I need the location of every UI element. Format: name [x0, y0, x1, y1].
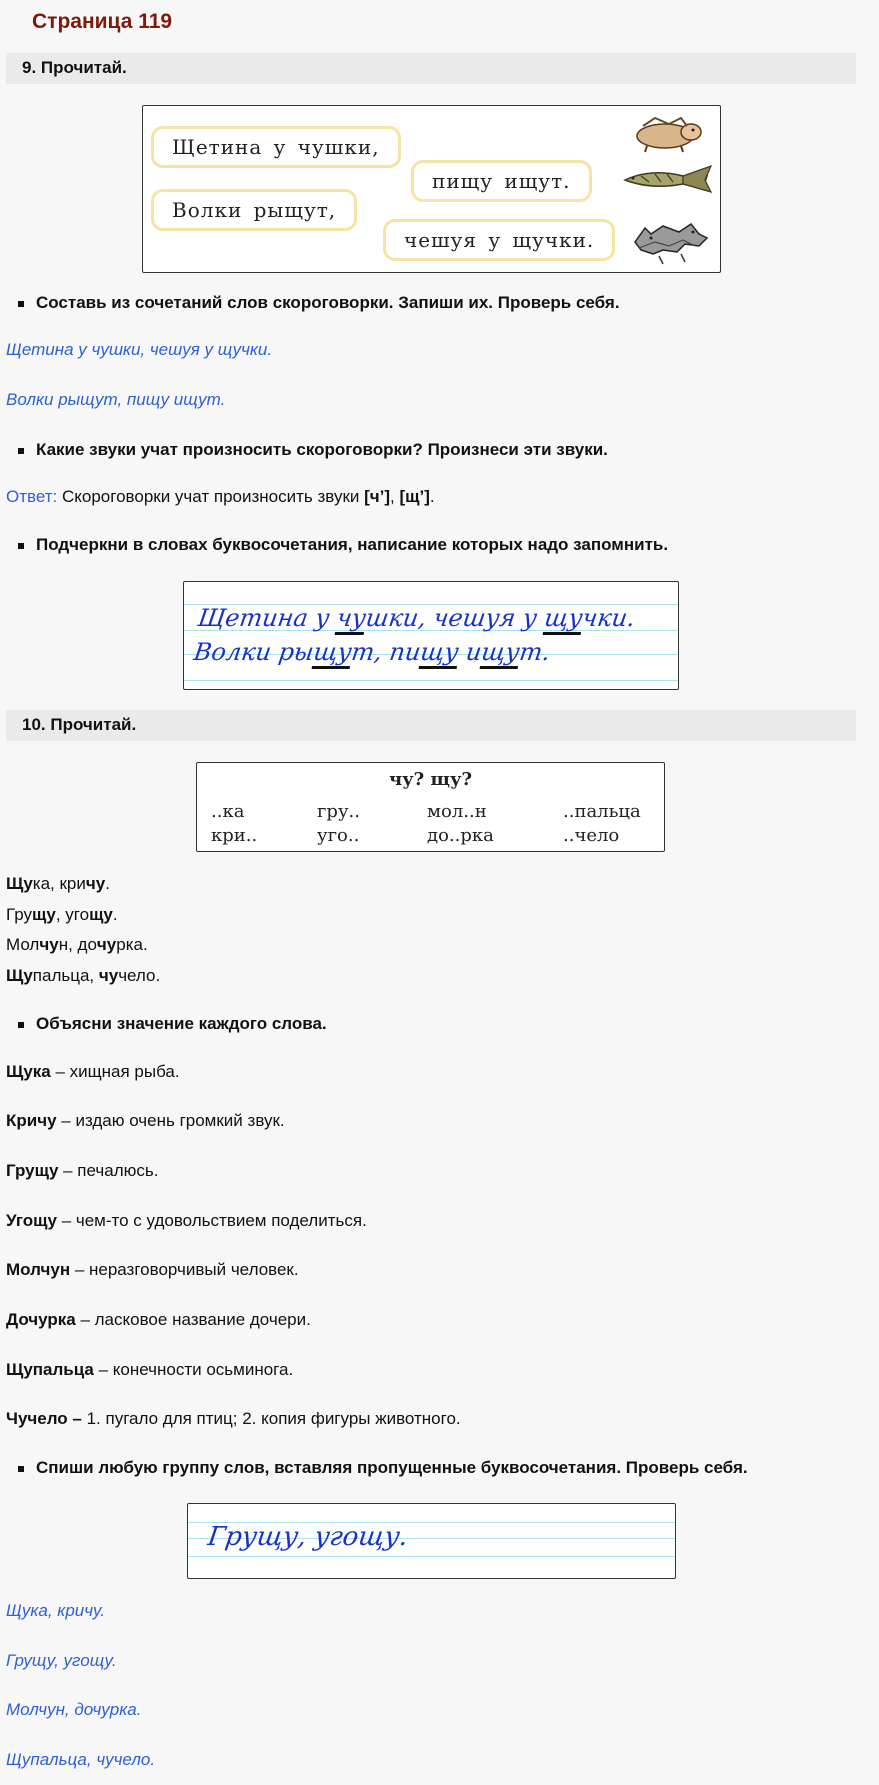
exercise-9-header	[6, 53, 856, 84]
table-cell: ..чело	[563, 825, 620, 846]
letter-combination-table	[196, 762, 665, 852]
answer-group-3: Молчун, дочурка.	[6, 1700, 142, 1719]
answer-group-1: Щука, кричу.	[6, 1601, 106, 1620]
tongue-twister-picture	[142, 105, 721, 273]
definition-1: Щука – хищная рыба.	[6, 1062, 180, 1081]
task-make-twisters: Составь из сочетаний слов скороговорки. Запиши их. Проверь себя.	[18, 293, 620, 313]
page-title: Страница 119	[32, 10, 173, 33]
answer-twister-1: Щетина у чушки, чешуя у щучки.	[6, 340, 273, 359]
definition-3: Грущу – печалюсь.	[6, 1161, 159, 1180]
pig-icon	[625, 112, 707, 154]
task-copy-words: Спиши любую группу слов, вставляя пропущенные буквосочетания. Проверь себя.	[18, 1458, 748, 1478]
wolves-icon	[629, 212, 711, 266]
table-cell: уго..	[317, 825, 360, 846]
handwriting-line-1: Щетина у чушки, чешуя у щучки.	[196, 604, 637, 632]
task-underline: Подчеркни в словах буквосочетания, написание которых надо запомнить.	[18, 535, 668, 555]
handwriting-line-3: Грущу, угощу.	[205, 1522, 410, 1552]
answer-group-2: Грущу, угощу.	[6, 1651, 117, 1670]
table-cell: до..рка	[427, 825, 494, 846]
exercise-9-heading: 9. Прочитай.	[22, 58, 127, 77]
word-group-1: Щука, кричу.	[6, 874, 110, 893]
word-group-2: Грущу, угощу.	[6, 905, 118, 924]
task-sounds: Какие звуки учат произносить скороговорки? Произнеси эти звуки.	[18, 440, 608, 460]
exercise-10-header	[6, 710, 856, 741]
word-group-3: Молчун, дочурка.	[6, 935, 148, 954]
table-cell: ..пальца	[563, 801, 641, 822]
table-cell: мол..н	[427, 801, 487, 822]
definition-6: Дочурка – ласковое название дочери.	[6, 1310, 311, 1329]
handwriting-box-2	[187, 1503, 676, 1579]
phrase-card-1: Щетина у чушки,	[151, 126, 401, 168]
definition-7: Щупальца – конечности осьминога.	[6, 1360, 294, 1379]
handwriting-box-1	[183, 581, 679, 690]
table-cell: кри..	[211, 825, 258, 846]
word-group-4: Щупальца, чучело.	[6, 966, 161, 985]
table-heading: чу? щу?	[388, 769, 473, 790]
exercise-10-heading: 10. Прочитай.	[22, 715, 137, 734]
answer-group-4: Щупальца, чучело.	[6, 1750, 156, 1769]
definition-4: Угощу – чем-то с удовольствием поделиться.	[6, 1211, 367, 1230]
definition-8: Чучело – 1. пугало для птиц; 2. копия фигуры животного.	[6, 1409, 461, 1428]
pike-icon	[621, 162, 713, 196]
table-cell: гру..	[317, 801, 360, 822]
handwriting-line-2: Волки рыщут, пищу ищут.	[192, 638, 552, 666]
answer-twister-2: Волки рыщут, пищу ищут.	[6, 390, 226, 409]
definition-2: Кричу – издаю очень громкий звук.	[6, 1111, 285, 1130]
phrase-card-4: чешуя у щучки.	[383, 219, 615, 261]
phrase-card-3: Волки рыщут,	[151, 189, 357, 231]
task-explain-words: Объясни значение каждого слова.	[18, 1014, 327, 1034]
phrase-card-2: пищу ищут.	[411, 160, 592, 202]
table-cell: ..ка	[211, 801, 245, 822]
answer-sounds: Ответ: Скороговорки учат произносить звуки [ч’], [щ’].	[6, 487, 435, 506]
definition-5: Молчун – неразговорчивый человек.	[6, 1260, 299, 1279]
